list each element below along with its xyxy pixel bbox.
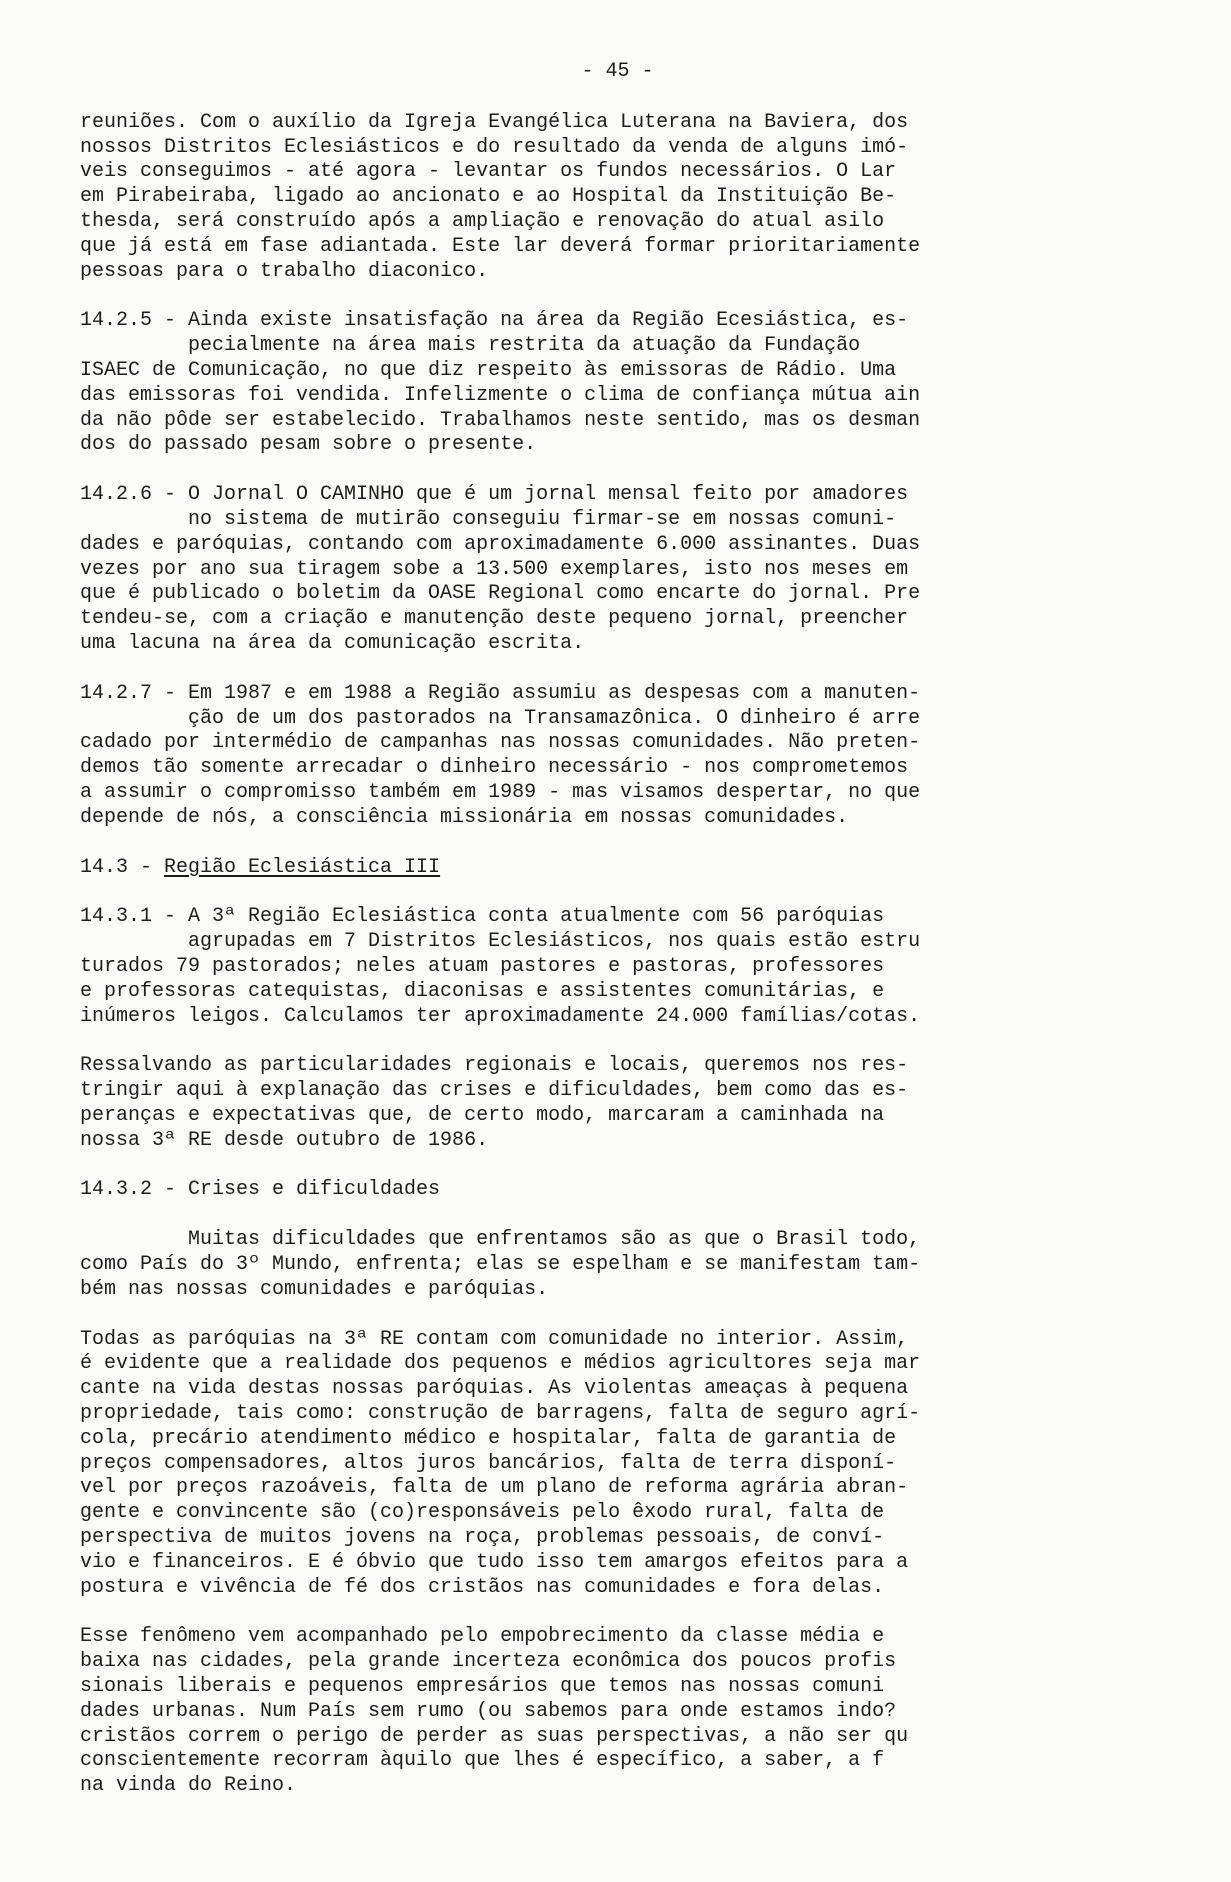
section-number: 14.3 - — [80, 855, 165, 879]
paragraph-14-2-6: 14.2.6 - O Jornal O CAMINHO que é um jornal mensal feito por amadores no sistema de mutirão conseguiu firmar-se em nossas comuni- dades e paróquias, contando com aproximadamente 6.000 assinantes. Duas vezes por ano sua tiragem sobe a 13.500 exemplares, isto nos meses em que é publicado o boletim da OASE Regional como encarte do jornal. Pre tendeu-se, com a criação e manutenção deste pequeno jornal, preencher uma lacuna na área da comunicação escrita. — [80, 483, 921, 655]
paragraph-14-2-7: 14.2.7 - Em 1987 e em 1988 a Região assumiu as despesas com a manuten- ção de um dos pastorados na Transamazônica. O dinheiro é arre cadado por intermédio de campanhas nas nossas comunidades. Não preten- demos tão somente arrecadar o dinheiro necessário - nos comprometemos a assumir o compromisso também em 1989 - mas visamos despertar, no que depende de nós, a consciência missionária em nossas comunidades. — [80, 681, 921, 829]
paragraph-esse-fenomeno: Esse fenômeno vem acompanhado pelo empobrecimento da classe média e baixa nas cidades, pela grande incerteza econômica dos poucos profis sionais liberais e pequenos empresários que temos nas nossas comuni dades urbanas. Num País sem rumo (ou sabemos para onde estamos indo? cristãos correm o perigo de perder as suas perspectivas, a não ser qu conscientemente recorram àquilo que lhes é específico, a saber, a f na vinda do Reino. — [80, 1625, 909, 1798]
paragraph-todas-as-paroquias: Todas as paróquias na 3ª RE contam com comunidade no interior. Assim, é evidente que a realidade dos pequenos e médios agricultores seja mar cante na vida destas nossas paróquias. As violentas ameaças à pequena propriedade, tais como: construção de barragens, falta de seguro agrí- cola, precário atendimento médico e hospitalar, falta de garantia de preços compensadores, altos juros bancários, falta de terra disponí- vel por preços razoáveis, falta de um plano de reforma agrária abran- gente e convincente são (co)responsáveis pelo êxodo rural, falta de perspectiva de muitos jovens na roça, problemas pessoais, de conví- vio e financeiros. E é óbvio que tudo isso tem amargos efeitos para a postura e vivência de fé dos cristãos nas comunidades e fora delas. — [80, 1327, 921, 1599]
section-title: Região Eclesiástica III — [164, 855, 441, 879]
page-number: - 45 - — [581, 60, 654, 83]
paragraph-continuation: reuniões. Com o auxílio da Igreja Evangélica Luterana na Baviera, dos nossos Distritos Eclesiásticos e do resultado da venda de alguns imó- veis conseguimos - até agora - levantar os fundos necessários. O Lar em Pirabeiraba, ligado ao ancionato e ao Hospital da Instituição Be- thesda, será construído após a ampliação e renovação do atual asilo que já está em fase adiantada. Este lar deverá formar prioritariamente pessoas para o trabalho diaconico. — [80, 110, 921, 283]
document-page — [80, 60, 1130, 1824]
section-heading-14-3 — [80, 856, 1130, 881]
paragraph-ressalvando: Ressalvando as particularidades regionais e locais, queremos nos res- tringir aqui à explanação das crises e dificuldades, bem como das es- peranças e expectativas que, de certo modo, marcaram a caminhada na nossa 3ª RE desde outubro de 1986. — [80, 1054, 909, 1152]
paragraph-muitas-dificuldades: Muitas dificuldades que enfrentamos são as que o Brasil todo, como País do 3º Mundo, enfrenta; elas se espelham e se manifestam tam- bém nas nossas comunidades e paróquias. — [80, 1228, 921, 1301]
paragraph-14-2-5: 14.2.5 - Ainda existe insatisfação na área da Região Ecesiástica, es- pecialmente na área mais restrita da atuação da Fundação ISAEC de Comunicação, no que diz respeito às emissoras de Rádio. Uma das emissoras foi vendida. Infelizmente o clima de confiança mútua ain da não pôde ser estabelecido. Trabalhamos neste sentido, mas os desman dos do passado pesam sobre o presente. — [80, 309, 921, 457]
subheading-14-3-2: 14.3.2 - Crises e dificuldades — [80, 1178, 441, 1202]
paragraph-14-3-1: 14.3.1 - A 3ª Região Eclesiástica conta atualmente com 56 paróquias agrupadas em 7 Distritos Eclesiásticos, nos quais estão estru turados 79 pastorados; neles atuam pastores e pastoras, professores e professoras catequistas, diaconisas e assistentes comunitárias, e inúmeros leigos. Calculamos ter aproximadamente 24.000 famílias/cotas. — [80, 905, 921, 1028]
